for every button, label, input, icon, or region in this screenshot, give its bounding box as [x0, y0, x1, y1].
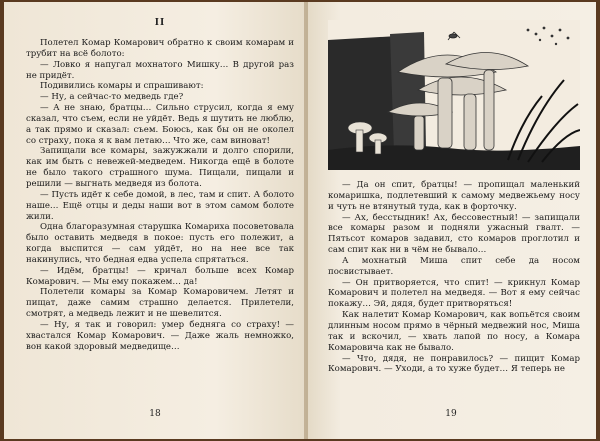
- paragraph: Полетел Комар Комарович обратно к своим комарам и трубит на всё болото:: [26, 38, 294, 59]
- page-number-left: 18: [149, 409, 161, 419]
- book-gutter: [304, 2, 308, 439]
- paragraph: Как налетит Комар Комарович, как вопьётся своим длинным носом прямо в чёрный медвежий нос, Миша так и вскочил, — хвать лапой по носу, а Комара Комаровича как не бывало.: [328, 310, 580, 353]
- paragraph: Одна благоразумная старушка Комариха посоветовала было оставить медведя в покое: пусть его полежит, а когда выспится — сам уйдёт, но на нее все так накинулись, что бедная едва успела спрятаться.: [26, 222, 294, 265]
- paragraph: Запищали все комары, зажужжали и долго спорили, как им быть с невежей-медведем. Никогда ещё в болоте не было такого страшного шума. Пищали, пищали и решили — выгнать медведя из болота.: [26, 146, 294, 189]
- paragraph: — Идём, братцы! — кричал больше всех Комар Комарович. — Мы ему покажем… да!: [26, 265, 294, 287]
- paragraph: — Что, дядя, не понравилось? — пищит Комар Комарович. — Уходи, а то хуже будет… Я теперь не: [328, 353, 580, 375]
- right-page-text: [328, 180, 580, 375]
- left-page: [4, 2, 306, 439]
- book-spread: [4, 2, 596, 439]
- page-number-right: 19: [445, 409, 457, 419]
- paragraph: — Он притворяется, что спит! — крикнул Комар Комарович и полетел на медведя. — Вот я ему сейчас покажу… Эй, дядя, будет притворяться!: [328, 277, 580, 310]
- paragraph: А мохнатый Миша спит себе да носом посвистывает.: [328, 255, 580, 277]
- section-number: II: [154, 18, 166, 28]
- paragraph: — Ну, я так и говорил: умер бедняга со страху! — хвастался Комар Комарович. — Даже жаль немножко, вон какой здоровый медведище…: [26, 319, 294, 352]
- paragraph: Подивились комары и спрашивают:: [40, 81, 204, 92]
- paragraph: — Да он спит, братцы! — пропищал маленький комаришка, подлетевший к самому медвежьему носу и чуть не втянутый туда, как в форточку.: [328, 180, 580, 212]
- paragraph: — А не знаю, братцы… Сильно струсил, когда я ему сказал, что съем, если не уйдёт. Ведь я шутить не люблю, а так прямо и сказал: съем. Боюсь, как бы он не околел со страху, пока я к вам летаю… Что же, сам виноват!: [26, 103, 294, 146]
- left-page-text: [26, 38, 294, 352]
- paragraph: Полетели комары за Комар Комаровичем. Летят и пищат, даже самим страшно делается. Прилетели, смотрят, а медведь лежит и не шевелится.: [26, 287, 294, 320]
- paragraph: — Ловко я напугал мохнатого Мишку… В другой раз не придёт.: [26, 59, 294, 81]
- paragraph: — Ах, бесстыдник! Ах, бессовестный! — запищали все комары разом и подняли ужасный гвалт. — Пятьсот комаров задавил, сто комаров проглотил и сам спит как ни в чём не бывало…: [328, 212, 580, 256]
- swamp-mushroom-illustration: [328, 20, 580, 170]
- illustration-drawing: [328, 20, 580, 170]
- paragraph: — Пусть идёт к себе домой, в лес, там и спит. А болото наше… Ещё отцы и деды наши вот в этом самом болоте жили.: [26, 189, 294, 222]
- paragraph: — Ну, а сейчас-то медведь где?: [40, 92, 184, 103]
- right-page: [306, 2, 596, 439]
